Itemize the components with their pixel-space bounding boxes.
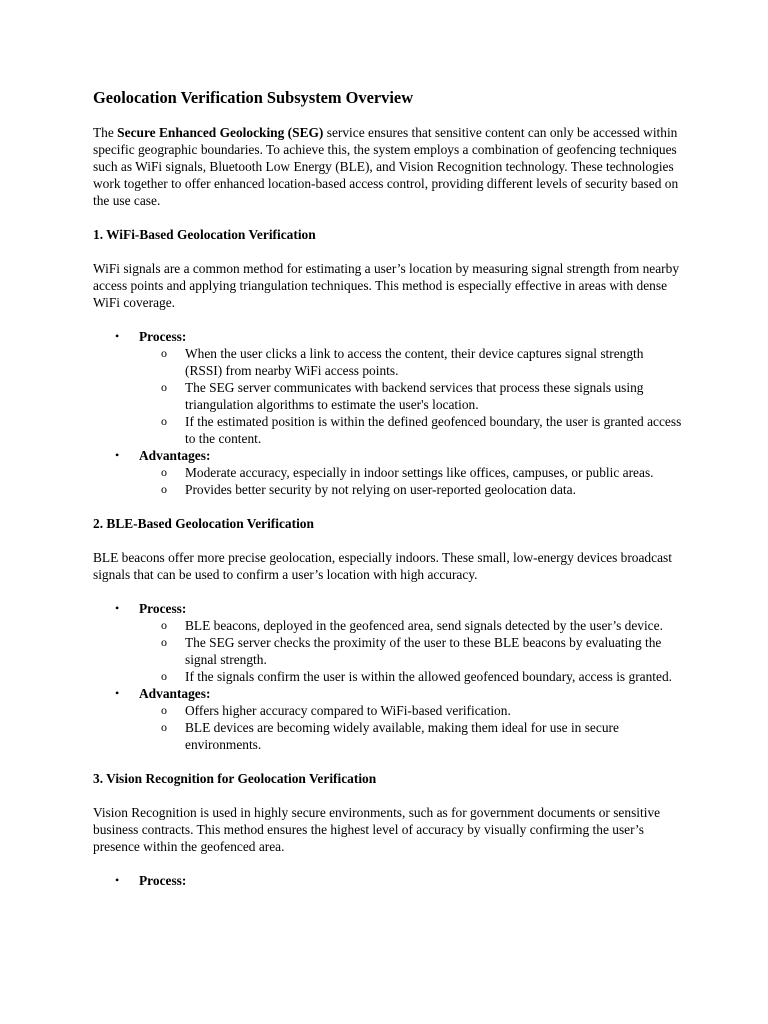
group-label: Process:: [139, 601, 187, 616]
list-item-text: If the estimated position is within the defined geofenced boundary, the user is granted access to the content.: [185, 414, 682, 446]
list-item-text: Provides better security by not relying on user-reported geolocation data.: [185, 482, 576, 497]
sub-bullet-icon: o: [161, 720, 167, 734]
group-label: Process:: [139, 329, 187, 344]
list-group: [93, 685, 683, 753]
bullet-icon: •: [115, 329, 120, 343]
document-page: [93, 88, 683, 906]
group-label: Process:: [139, 873, 187, 888]
section-list-wifi: [93, 328, 683, 498]
sub-list: [139, 464, 683, 498]
section-list-vision: [93, 872, 683, 889]
list-item: [139, 668, 683, 685]
section-heading-ble: 2. BLE-Based Geolocation Verification: [93, 516, 314, 531]
section-list-ble: [93, 600, 683, 753]
intro-suffix: service ensures that sensitive content can only be accessed within specific geographic boundaries. To achieve this, the system employs a combination of geofencing techniques such as WiFi signals, Bluetooth Low Energy (BLE), and Vision Recognition technology. These technologies work together to offer enhanced location-based access control, providing different levels of security based on the use case.: [93, 125, 679, 208]
sub-bullet-icon: o: [161, 618, 167, 632]
bullet-icon: •: [115, 686, 120, 700]
sub-list: [139, 617, 683, 685]
sub-bullet-icon: o: [161, 669, 167, 683]
bullet-icon: •: [115, 448, 120, 462]
bullet-icon: •: [115, 873, 120, 887]
group-label: Advantages:: [139, 686, 211, 701]
list-item-text: The SEG server communicates with backend services that process these signals using triangulation algorithms to estimate the user's location.: [185, 380, 644, 412]
sub-bullet-icon: o: [161, 635, 167, 649]
sub-bullet-icon: o: [161, 482, 167, 496]
list-group: [93, 447, 683, 498]
list-item: [139, 379, 683, 413]
sub-list: [139, 345, 683, 447]
sub-bullet-icon: o: [161, 414, 167, 428]
list-item-text: BLE beacons, deployed in the geofenced area, send signals detected by the user’s device.: [185, 618, 663, 633]
list-item-text: BLE devices are becoming widely available, making them ideal for use in secure environments.: [185, 720, 619, 752]
list-item: [139, 345, 683, 379]
bullet-icon: •: [115, 601, 120, 615]
list-group: [93, 600, 683, 685]
list-item: [139, 481, 683, 498]
sub-list: [139, 702, 683, 753]
document-title: Geolocation Verification Subsystem Overview: [93, 88, 414, 107]
list-item: [139, 634, 683, 668]
list-item: [139, 702, 683, 719]
intro-prefix: The: [93, 125, 118, 140]
list-item-text: If the signals confirm the user is within the allowed geofenced boundary, access is granted.: [185, 669, 672, 684]
section-body-vision: Vision Recognition is used in highly secure environments, such as for government documents or sensitive business contracts. This method ensures the highest level of accuracy by visually confirming the user’s presence within the geofenced area.: [93, 805, 661, 854]
section-heading-wifi: 1. WiFi-Based Geolocation Verification: [93, 227, 316, 242]
list-group: [93, 328, 683, 447]
list-item-text: When the user clicks a link to access the content, their device captures signal strength (RSSI) from nearby WiFi access points.: [185, 346, 644, 378]
list-item-text: Moderate accuracy, especially in indoor settings like offices, campuses, or public areas.: [185, 465, 654, 480]
list-item: [139, 617, 683, 634]
sub-bullet-icon: o: [161, 380, 167, 394]
list-item-text: Offers higher accuracy compared to WiFi-based verification.: [185, 703, 511, 718]
list-item: [139, 719, 683, 753]
section-heading-vision: 3. Vision Recognition for Geolocation Verification: [93, 771, 377, 786]
sub-bullet-icon: o: [161, 346, 167, 360]
sub-bullet-icon: o: [161, 465, 167, 479]
list-item: [139, 464, 683, 481]
list-item: [139, 413, 683, 447]
intro-bold-term: Secure Enhanced Geolocking (SEG): [117, 125, 324, 140]
intro-paragraph: [93, 124, 683, 209]
sub-bullet-icon: o: [161, 703, 167, 717]
list-group: [93, 872, 683, 889]
section-body-wifi: WiFi signals are a common method for estimating a user’s location by measuring signal strength from nearby access points and applying triangulation techniques. This method is especially effective in areas with dense WiFi coverage.: [93, 261, 680, 310]
list-item-text: The SEG server checks the proximity of the user to these BLE beacons by evaluating the signal strength.: [185, 635, 662, 667]
section-body-ble: BLE beacons offer more precise geolocation, especially indoors. These small, low-energy devices broadcast signals that can be used to confirm a user’s location with high accuracy.: [93, 550, 672, 582]
group-label: Advantages:: [139, 448, 211, 463]
